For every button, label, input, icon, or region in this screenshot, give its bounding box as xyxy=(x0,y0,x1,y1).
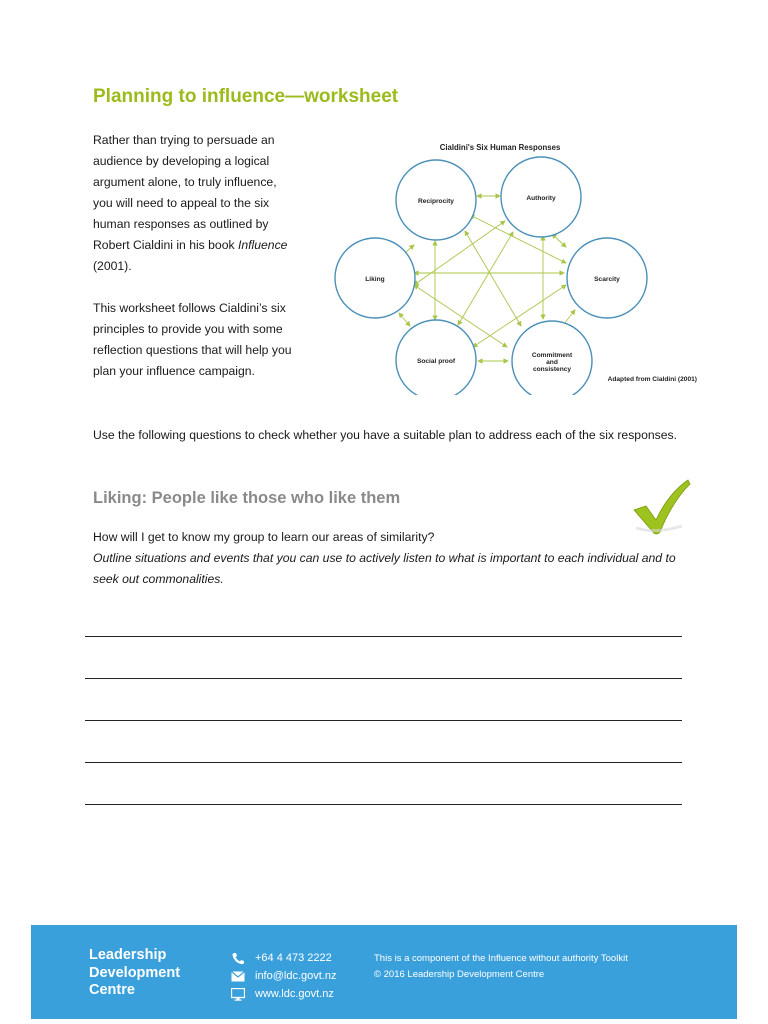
contact-phone: +64 4 473 2222 xyxy=(231,949,337,967)
answer-line[interactable] xyxy=(85,636,682,637)
diagram-source: Adapted from Cialdini (2001) xyxy=(607,376,697,383)
question-block xyxy=(93,527,693,590)
diagram-title: Cialdini's Six Human Responses xyxy=(439,143,561,152)
footer-credits: This is a component of the Influence without authority Toolkit © 2016 Leadership Development Centre xyxy=(374,953,628,980)
label-commitment-1: Commitment xyxy=(531,352,573,359)
phone-icon xyxy=(231,952,245,965)
label-commitment-2: and xyxy=(546,359,558,366)
answer-line[interactable] xyxy=(85,678,682,679)
cialdini-diagram xyxy=(330,135,705,395)
intro-paragraph-1: Rather than trying to persuade an audience by developing a logical argument alone, to truly influence, you will need to appeal to the six human responses as outlined by Robert Cialdini in his book Influence (2001). xyxy=(93,133,288,273)
arrow-authority-scarcity xyxy=(552,234,566,247)
question-text: How will I get to know my group to learn our areas of similarity? xyxy=(93,530,435,544)
label-commitment-3: consistency xyxy=(532,366,572,373)
instructions-text: Use the following questions to check whether you have a suitable plan to address each of the six responses. xyxy=(93,428,677,442)
footer-band xyxy=(31,925,737,1019)
org-name: Leadership Development Centre xyxy=(89,947,181,998)
outline-text: Outline situations and events that you can use to actively listen to what is important to each individual and to seek out commonalities. xyxy=(93,551,676,586)
arrow-liking-socialproof xyxy=(399,313,410,326)
label-authority: Authority xyxy=(526,195,556,202)
section-heading-liking: Liking: People like those who like them xyxy=(93,489,401,507)
envelope-icon xyxy=(231,971,245,982)
label-scarcity: Scarcity xyxy=(594,276,620,283)
intro-text xyxy=(93,130,298,382)
answer-line[interactable] xyxy=(85,804,682,805)
arrow-reciprocity-commitment xyxy=(465,231,521,326)
book-title: Influence xyxy=(237,238,288,252)
answer-line[interactable] xyxy=(85,720,682,721)
contact-web[interactable]: www.ldc.govt.nz xyxy=(231,985,337,1003)
label-reciprocity: Reciprocity xyxy=(418,198,454,205)
contact-email[interactable]: info@ldc.govt.nz xyxy=(231,967,337,985)
contact-details xyxy=(231,949,337,1003)
intro-paragraph-2: This worksheet follows Cialdini’s six principles to provide you with some reflection questions that will help you plan your influence campaign. xyxy=(93,301,292,378)
monitor-icon xyxy=(231,988,245,1001)
label-social-proof: Social proof xyxy=(416,358,456,365)
label-liking: Liking xyxy=(365,276,385,283)
answer-line[interactable] xyxy=(85,762,682,763)
arrow-authority-socialproof xyxy=(458,232,513,325)
page-title: Planning to influence—worksheet xyxy=(93,86,399,107)
